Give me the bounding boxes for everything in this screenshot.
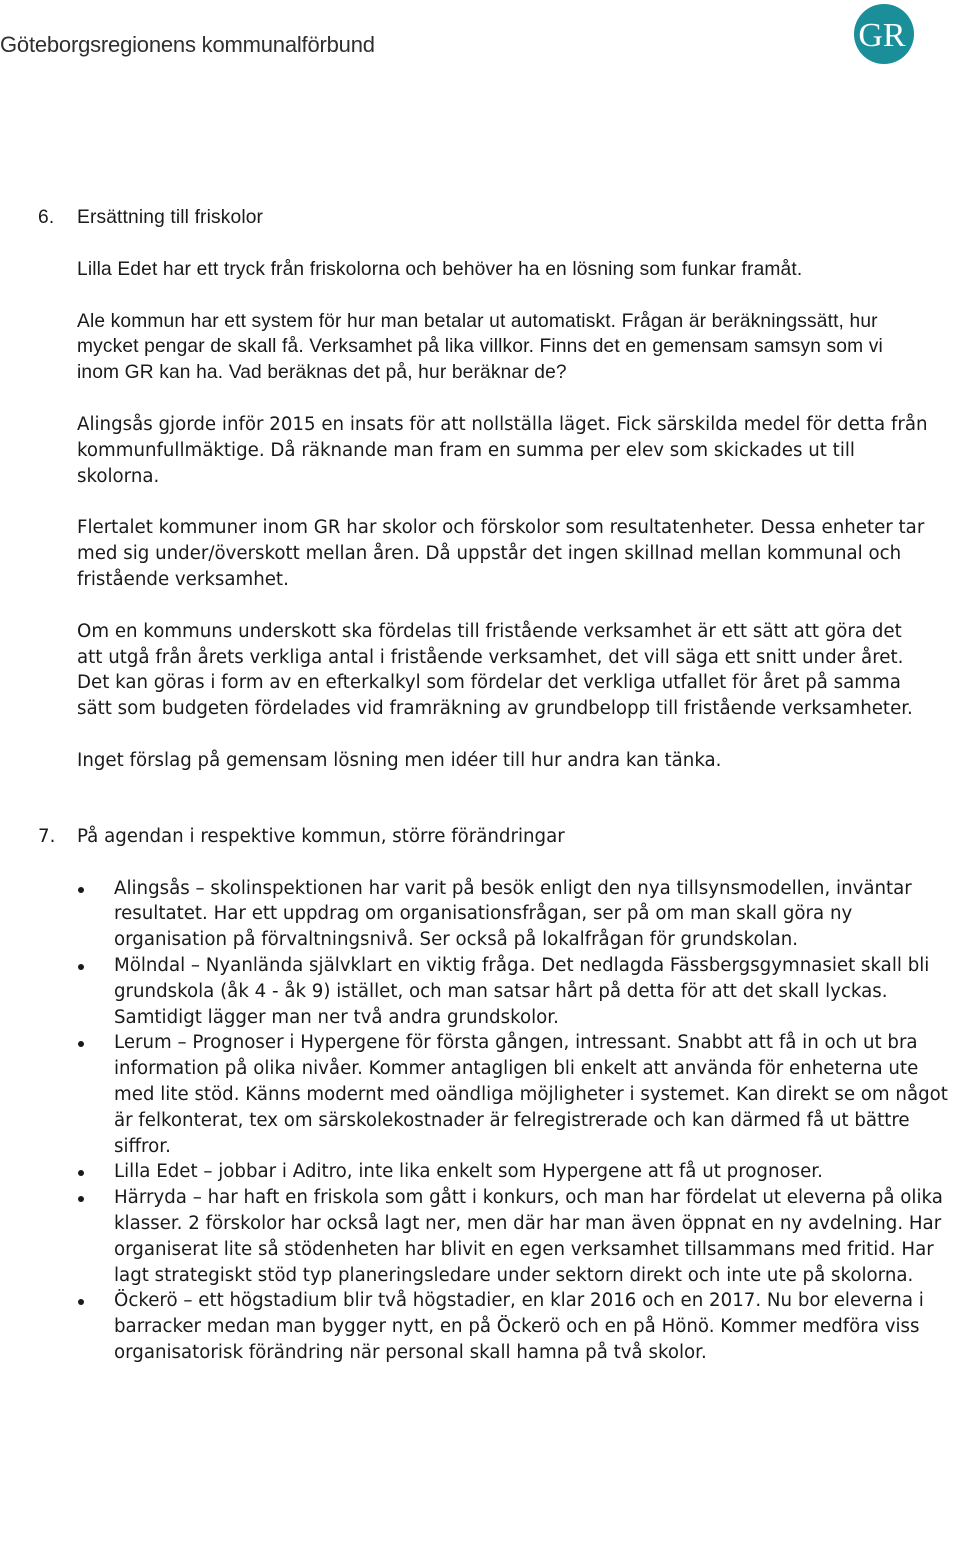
paragraph: Ale kommun har ett system för hur man betalar ut automatiskt. Frågan är beräkningssätt, hur mycket pengar de skall få. Verksamhet på lika villkor. Finns det en gemensam samsyn som vi inom GR kan ha. Vad beräknas det på, hur beräknar de? [77,310,883,384]
section-6-title: Ersättning till friskolor [77,207,264,228]
list-item: Mölndal – Nyanlända självklart en viktig fråga. Det nedlagda Fässbergsgymnasiet skall bli grundskola (åk 4 - åk 9) istället, och man satsar hårt på detta för att det skall lyckas. Samtidigt lägger man ner två andra grundskolor. [0,953,960,1030]
list-item: Öckerö – ett högstadium blir två högstadier, en klar 2016 och en 2017. Nu bor eleverna i barracker medan man bygger nytt, en på Öckerö och en på Hönö. Kommer medföra viss organisatorisk förändring när personal skall hamna på två skolor. [0,1288,960,1365]
paragraph: Flertalet kommuner inom GR har skolor och förskolor som resultatenheter. Dessa enheter tar med sig under/överskott mellan åren. Då uppstår det ingen skillnad mellan kommunal och fristående verksamhet. [77,517,925,590]
logo-text: GR [858,17,906,54]
section-6-heading [0,205,960,231]
bullet-icon [78,887,84,893]
list-item: Lilla Edet – jobbar i Aditro, inte lika enkelt som Hypergene att få ut prognoser. [0,1159,960,1185]
section-7-title: På agendan i respektive kommun, större förändringar [77,825,565,847]
paragraph: Lilla Edet har ett tryck från friskolorna och behöver ha en lösning som funkar framåt. [77,258,803,280]
organization-name: Göteborgsregionens kommunalförbund [0,32,375,57]
bullet-icon [78,1299,84,1305]
municipality-list [0,876,960,1366]
paragraph: Om en kommuns underskott ska fördelas till fristående verksamhet är ett sätt att göra det att utgå från årets verkliga antal i fristående verksamhet, det vill säga ett snitt under året. Det kan göras i form av en efterkalkyl som fördelar det verkliga utfallet för året på samma sätt som budgeten fördelades vid framräkning av grundbelopp till fristående verksamheter. [77,620,913,720]
document-body [0,205,960,1366]
bullet-icon [78,1170,84,1176]
list-item: Alingsås – skolinspektionen har varit på besök enligt den nya tillsynsmodellen, inväntar resultatet. Har ett uppdrag om organisationsfrågan, ser på om man skall göra ny organisation på förvaltningsnivå. Ser också på lokalfrågan för grundskolan. [0,876,960,953]
bullet-icon [78,1196,84,1202]
bullet-icon [78,964,84,970]
section-6-number: 6. [38,207,55,228]
bullet-icon [78,1041,84,1047]
paragraph: Alingsås gjorde inför 2015 en insats för att nollställa läget. Fick särskilda medel för detta från kommunfullmäktige. Då räknande man fram en summa per elev som skickades ut till skolorna. [77,413,928,487]
paragraph: Inget förslag på gemensam lösning men idéer till hur andra kan tänka. [77,749,722,771]
list-item: Lerum – Prognoser i Hypergene för första gången, intressant. Snabbt att få in och ut bra information på olika nivåer. Kommer antagligen bli enkelt att använda för enheterna ute med lite stöd. Känns modernt med oändliga möjligheter i systemet. Kan direkt se om något är felkonterat, tex om särskolekostnader är felregistrerade och kan därmed få ut bättre siffror. [0,1030,960,1159]
list-item: Härryda – har haft en friskola som gått i konkurs, och man har fördelat ut eleverna på olika klasser. 2 förskolor har också lagt ner, men där har man även öppnat en ny avdelning. Har organiserat lite så stödenheten har blivit en egen verksamhet tillsammans med fritid. Har lagt strategiskt stöd typ planeringsledare under sektorn direkt och inte ute på skolorna. [0,1185,960,1288]
section-7-number: 7. [38,825,56,847]
section-7-heading [0,824,960,850]
gr-logo [850,2,920,66]
